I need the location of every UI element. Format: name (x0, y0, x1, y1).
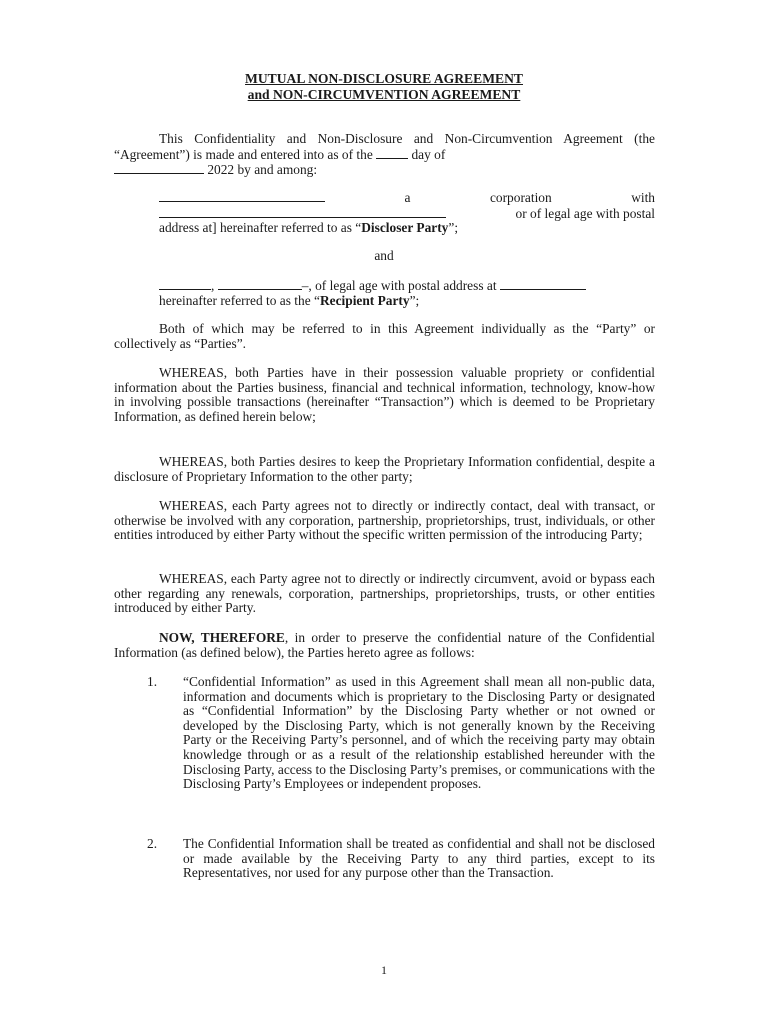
blank-party-1-name-line (159, 190, 325, 202)
party-1-line-3-suffix: ”; (448, 220, 459, 236)
paragraph-whereas-2: WHEREAS, both Parties desires to keep the Proprietary Information confidential, despite a disclosure of Proprietary Information to the other party; (114, 454, 655, 484)
party-1-block (159, 190, 655, 236)
party-1-line-3 (159, 221, 655, 236)
intro-paragraph (114, 132, 655, 178)
blank-party-2-second-line (218, 278, 302, 290)
title-line-1: MUTUAL NON-DISCLOSURE AGREEMENT (245, 71, 523, 86)
party-2-line-2-prefix: hereinafter referred to as the “ (159, 292, 320, 308)
paragraph-whereas-3: WHEREAS, each Party agrees not to directly or indirectly contact, deal with transact, or otherwise be involved with any corporation, partnership, proprietorships, trust, individuals, or other entities introduced by either Party without the specific written permission of the introducing Party; (114, 498, 655, 543)
party-1-line-1 (159, 190, 655, 206)
party-2-line-2-suffix: ”; (409, 292, 420, 308)
discloser-party-label: Discloser Party (361, 220, 449, 236)
intro-text-2: day of (408, 146, 446, 162)
blank-day-line (376, 147, 408, 159)
paragraph-whereas-1: WHEREAS, both Parties have in their possession valuable propriety or confidential information about the Parties business, financial and technical information, technology, know-how in involving possible transactions (hereinafter “Transaction”) which is deemed to be Proprietary Information, as defined herein below; (114, 365, 655, 424)
now-therefore-rest: , in order to preserve the confidential nature of the Confidential Information (as defined below), the Parties hereto agree as follows: (114, 630, 655, 660)
item-2-number: 2. (147, 836, 158, 851)
party-1-line-2-text: or of legal age with postal (512, 205, 655, 221)
blank-month-line (114, 162, 204, 174)
party-2-sep-1: , (211, 278, 218, 293)
paragraph-whereas-4: WHEREAS, each Party agree not to directly or indirectly circumvent, avoid or bypass each other regarding any renewals, corporation, partnerships, proprietorships, trusts, or other entities introduced by either Party. (114, 571, 655, 616)
recipient-party-label: Recipient Party (319, 292, 410, 308)
now-therefore-bold: NOW, THEREFORE (159, 630, 285, 645)
party-1-word-with: with (631, 190, 655, 205)
party-2-sep-2: –, of legal age with postal address at (301, 278, 500, 293)
item-2-text: The Confidential Information shall be treated as confidential and shall not be disclosed or made available by the Receiving Party to any third parties, except to its Representatives, nor used for any purpose other than the Transaction. (183, 836, 655, 881)
party-2-block (159, 278, 655, 308)
blank-party-2-address-line (500, 278, 586, 290)
party-2-line-2 (159, 294, 655, 309)
page-number: 1 (381, 963, 387, 977)
party-1-line-2 (159, 206, 655, 222)
title-line-2: and NON-CIRCUMVENTION AGREEMENT (247, 87, 521, 102)
blank-party-2-first-line (159, 278, 211, 290)
blank-party-1-address-line (159, 206, 446, 218)
item-1-text: “Confidential Information” as used in this Agreement shall mean all non-public data, information and documents which is proprietary to the Disclosing Party or designated as “Confidential Information” by the Disclosing Party whether or not owned or developed by the Disclosing Party, which is not generally known by the Receiving Party or the Receiving Party’s personnel, and of which the receiving party may obtain knowledge through or as a result of the relationship established hereunder with the Disclosing Party, access to the Disclosing Party’s premises, or communications with the Disclosing Party’s Employees or independent proposes. (183, 674, 655, 792)
party-1-word-corporation: corporation (489, 190, 552, 205)
party-1-line-3-prefix: address at] hereinafter referred to as “ (159, 220, 362, 236)
paragraph-now-therefore (114, 631, 655, 660)
item-1-number: 1. (147, 674, 158, 689)
paragraph-both: Both of which may be referred to in this Agreement individually as the “Party” or collectively as “Parties”. (114, 321, 655, 351)
party-1-word-a: a (404, 190, 411, 205)
party-2-line-1 (159, 278, 655, 294)
and-text: and (374, 248, 394, 263)
intro-text-1: This Confidentiality and Non-Disclosure and Non-Circumvention Agreement (the “Agreement”) is made and entered into as of the (114, 131, 655, 162)
intro-text-3: 2022 by and among: (204, 162, 318, 178)
